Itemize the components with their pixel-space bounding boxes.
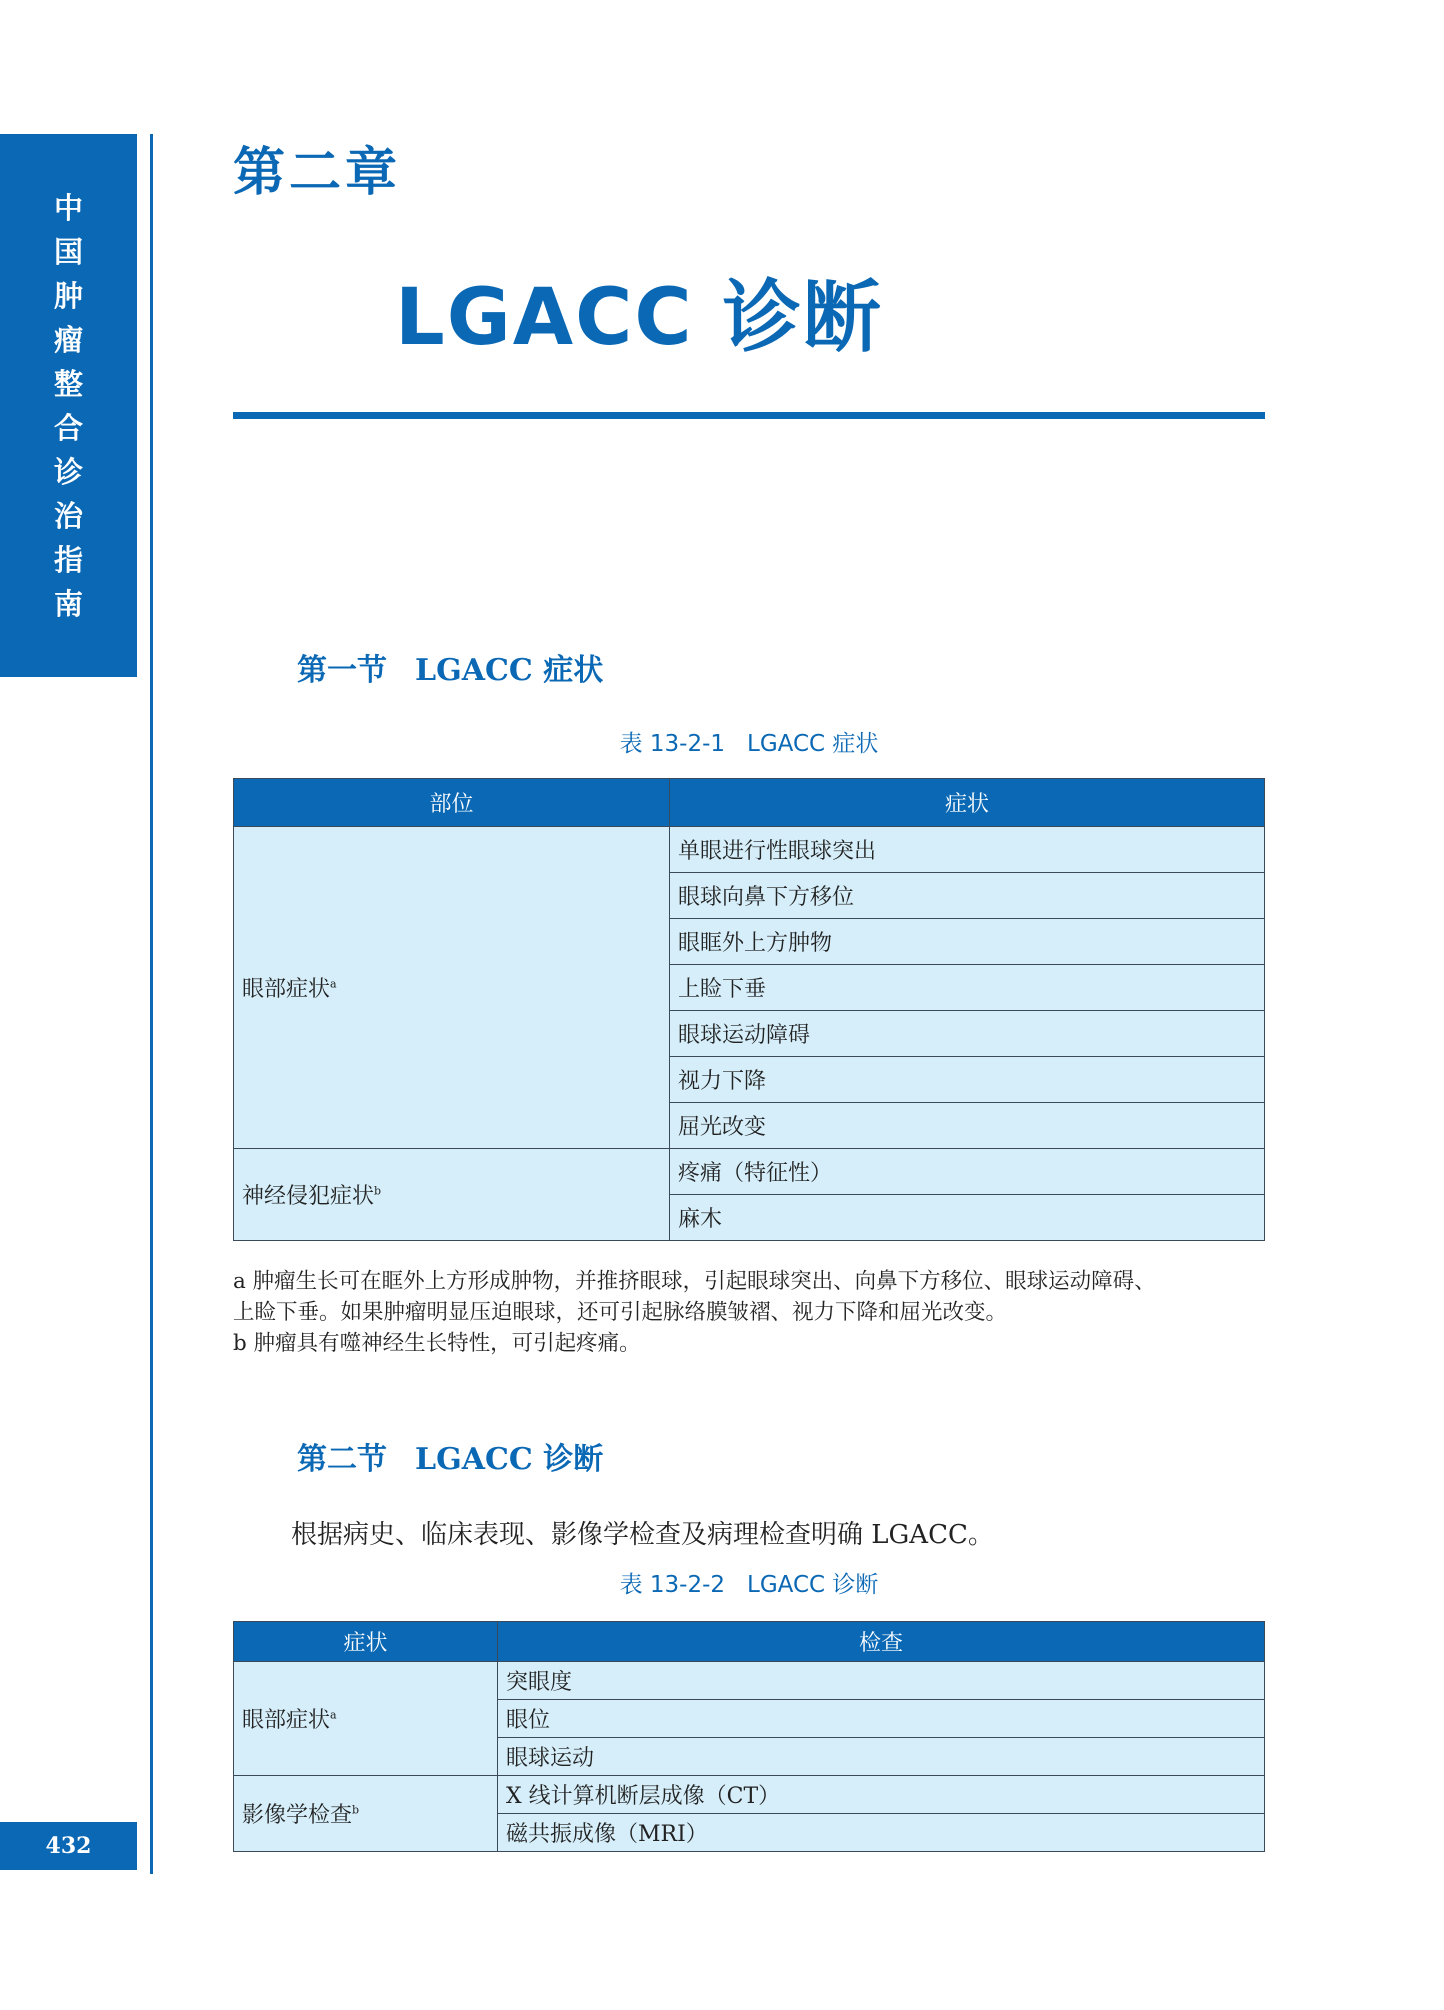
table-row — [234, 1776, 1265, 1814]
table-1-caption — [233, 725, 1265, 758]
region-cell — [234, 1776, 498, 1852]
sidebar-title-char: 肿 — [53, 278, 83, 313]
symptom-cell: 屈光改变 — [670, 1103, 1265, 1149]
section-2-paragraph: 根据病史、临床表现、影像学检查及病理检查明确 LGACC。 — [291, 1520, 994, 1550]
exam-cell: X 线计算机断层成像（CT） — [498, 1776, 1265, 1814]
symptom-cell: 疼痛（特征性） — [670, 1149, 1265, 1195]
symptom-cell: 麻木 — [670, 1195, 1265, 1241]
footnote-marker: b — [352, 1803, 360, 1817]
sidebar-title-char: 合 — [53, 410, 83, 445]
footnote-line: a 肿瘤生长可在眶外上方形成肿物，并推挤眼球，引起眼球突出、向鼻下方移位、眼球运动障碍、 — [233, 1269, 1156, 1294]
table-1-caption-number: 表 13-2-1 — [619, 731, 726, 757]
section-2-number: 第二节 — [297, 1442, 387, 1477]
region-cell — [234, 1662, 498, 1776]
section-1-heading — [297, 645, 603, 689]
region-label: 影像学检查 — [242, 1803, 353, 1828]
section-2-title: LGACC 诊断 — [415, 1442, 604, 1477]
column-header: 症状 — [670, 779, 1265, 827]
sidebar-title-char: 指 — [53, 542, 83, 577]
exam-cell: 眼球运动 — [498, 1738, 1265, 1776]
section-2-heading — [297, 1434, 603, 1478]
table-header-row — [234, 1622, 1265, 1662]
footnote-marker: a — [330, 977, 337, 991]
column-header: 部位 — [234, 779, 670, 827]
table-row — [234, 1149, 1265, 1195]
page-number: 432 — [0, 1822, 137, 1870]
symptom-cell: 视力下降 — [670, 1057, 1265, 1103]
sidebar-book-title — [0, 134, 137, 677]
table-2-caption — [233, 1566, 1265, 1599]
sidebar-title-char: 治 — [53, 498, 83, 533]
exam-cell: 磁共振成像（MRI） — [498, 1814, 1265, 1852]
region-label: 神经侵犯症状 — [242, 1184, 375, 1209]
symptom-cell: 眼球运动障碍 — [670, 1011, 1265, 1057]
sidebar-title-char: 南 — [53, 586, 83, 621]
symptom-cell: 眼眶外上方肿物 — [670, 919, 1265, 965]
chapter-label: 第二章 — [233, 142, 402, 203]
sidebar-title-char: 诊 — [53, 454, 83, 489]
table-row — [234, 827, 1265, 873]
table-header-row — [234, 779, 1265, 827]
footnote-line: b 肿瘤具有噬神经生长特性，可引起疼痛。 — [233, 1331, 641, 1356]
sidebar-title-char: 国 — [53, 234, 83, 269]
table-1-footnotes — [233, 1266, 1273, 1359]
diagnosis-table — [233, 1621, 1265, 1852]
column-header: 症状 — [234, 1622, 498, 1662]
exam-cell: 突眼度 — [498, 1662, 1265, 1700]
sidebar-title-char: 中 — [53, 190, 83, 225]
footnote-marker: a — [330, 1708, 337, 1722]
sidebar-title-char: 瘤 — [53, 322, 83, 357]
table-2-caption-number: 表 13-2-2 — [619, 1572, 726, 1598]
footnote-line: 上睑下垂。如果肿瘤明显压迫眼球，还可引起脉络膜皱褶、视力下降和屈光改变。 — [233, 1300, 1008, 1325]
symptom-cell: 单眼进行性眼球突出 — [670, 827, 1265, 873]
footnote-marker: b — [374, 1184, 382, 1198]
symptom-cell: 上睑下垂 — [670, 965, 1265, 1011]
table-row — [234, 1662, 1265, 1700]
table-2-caption-title: LGACC 诊断 — [747, 1572, 879, 1598]
exam-cell: 眼位 — [498, 1700, 1265, 1738]
section-1-title: LGACC 症状 — [415, 653, 604, 688]
chapter-divider — [233, 412, 1265, 419]
section-1-number: 第一节 — [297, 653, 387, 688]
symptoms-table — [233, 778, 1265, 1241]
sidebar-rule — [150, 134, 153, 1874]
table-1-caption-title: LGACC 症状 — [747, 731, 879, 757]
region-label: 眼部症状 — [242, 977, 331, 1002]
chapter-title: LGACC 诊断 — [395, 273, 883, 363]
sidebar-title-char: 整 — [53, 366, 83, 401]
region-cell — [234, 827, 670, 1149]
region-cell — [234, 1149, 670, 1241]
region-label: 眼部症状 — [242, 1708, 331, 1733]
symptom-cell: 眼球向鼻下方移位 — [670, 873, 1265, 919]
column-header: 检查 — [498, 1622, 1265, 1662]
